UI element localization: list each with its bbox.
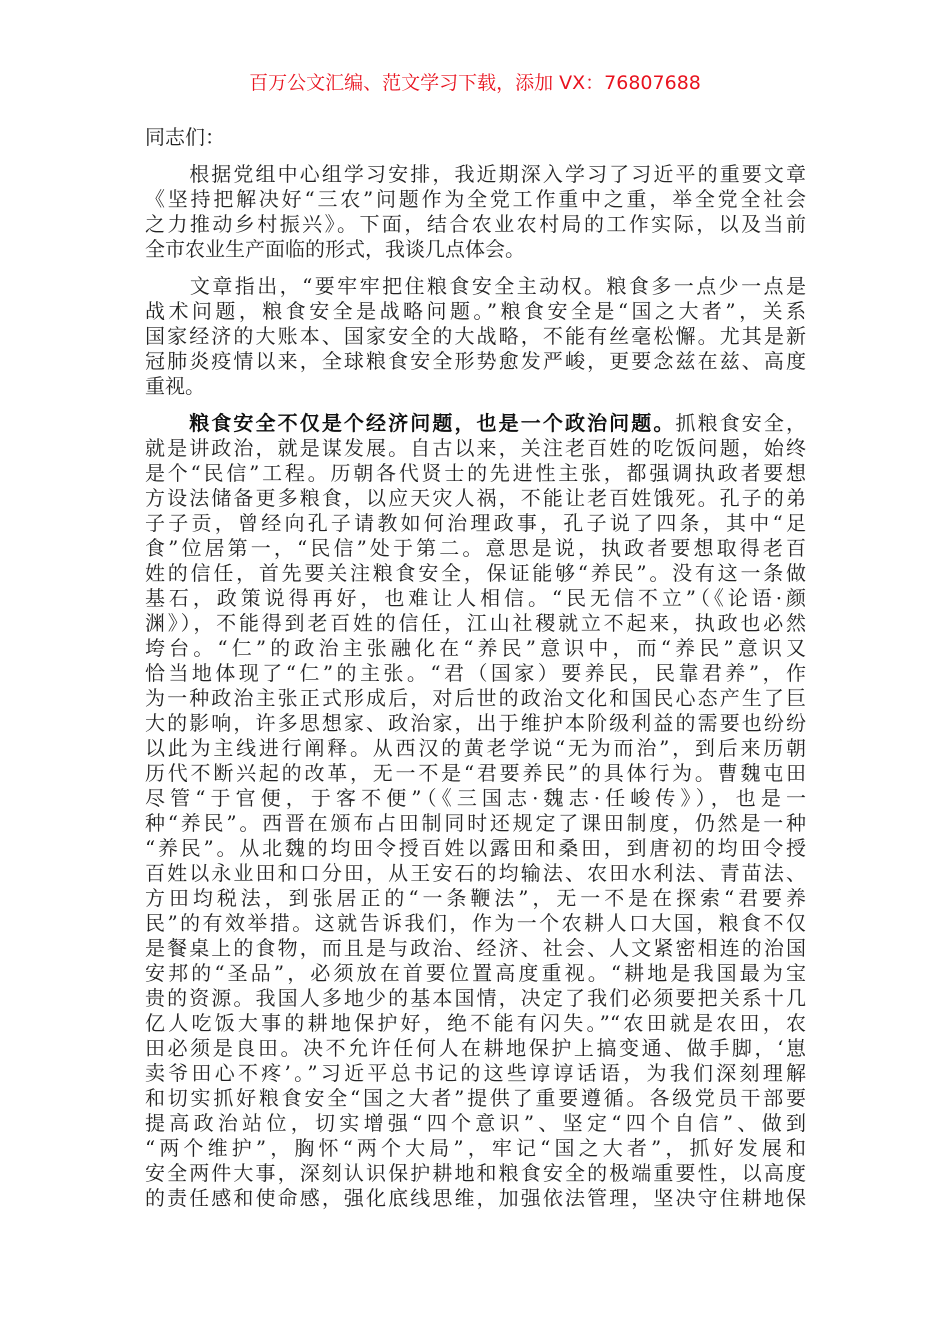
paragraph-line: 就是讲政治，就是谋发展。自古以来，关注老百姓的吃饭问题，始终	[145, 436, 806, 460]
paragraph-2	[145, 274, 806, 399]
paragraph-line: 卖爷田心不疼’。”习近平总书记的这些谆谆话语，为我们深刻理解	[145, 1061, 806, 1085]
paragraph-line: 基石，政策说得再好，也难让人相信。“民无信不立”（《论语·颜	[145, 586, 806, 610]
paragraph-1	[145, 162, 806, 262]
paragraph-line	[145, 411, 806, 436]
greeting: 同志们：	[145, 125, 225, 149]
bold-lead-sentence: 粮食安全不仅是个经济问题，也是一个政治问题。	[145, 411, 676, 435]
paragraph-line: 提高政治站位，切实增强“四个意识”、坚定“四个自信”、做到	[145, 1111, 806, 1135]
paragraph-line: 《坚持把解决好“三农”问题作为全党工作重中之重，举全党全社会	[145, 187, 806, 211]
paragraph-line: 民”的有效举措。这就告诉我们，作为一个农耕人口大国，粮食不仅	[145, 911, 806, 935]
paragraph-line: 为一种政治主张正式形成后，对后世的政治文化和国民心态产生了巨	[145, 686, 806, 710]
paragraph-line: 文章指出，“要牢牢把住粮食安全主动权。粮食多一点少一点是	[145, 274, 806, 298]
line-text: 抓粮食安全，	[675, 411, 807, 435]
paragraph-line: 恰当地体现了“仁”的主张。“君（国家）要养民，民靠君养”，作	[145, 661, 806, 685]
paragraph-line: 历代不断兴起的改革，无一不是“君要养民”的具体行为。曹魏屯田	[145, 761, 806, 785]
paragraph-line: 根据党组中心组学习安排，我近期深入学习了习近平的重要文章	[145, 162, 806, 186]
paragraph-line: 尽管“于官便，于客不便”（《三国志·魏志·任峻传》），也是一	[145, 786, 806, 810]
paragraph-line: 种“养民”。西晋在颁布占田制同时还规定了课田制度，仍然是一种	[145, 811, 806, 835]
paragraph-line: 安全两件大事，深刻认识保护耕地和粮食安全的极端重要性，以高度	[145, 1161, 806, 1185]
paragraph-line: 大的影响，许多思想家、政治家，出于维护本阶级利益的需要也纷纷	[145, 711, 806, 735]
paragraph-line: 贵的资源。我国人多地少的基本国情，决定了我们必须要把关系十几	[145, 986, 806, 1010]
paragraph-line: 的责任感和使命感，强化底线思维，加强依法管理，坚决守住耕地保	[145, 1186, 806, 1210]
paragraph-line: 方设法储备更多粮食，以应天灾人祸，不能让老百姓饿死。孔子的弟	[145, 486, 806, 510]
paragraph-line: “养民”。从北魏的均田令授百姓以露田和桑田，到唐初的均田令授	[145, 836, 806, 860]
paragraph-line: 之力推动乡村振兴》。下面，结合农业农村局的工作实际，以及当前	[145, 212, 806, 236]
paragraph-line: 全市农业生产面临的形式，我谈几点体会。	[145, 237, 525, 261]
paragraph-line: 方田均税法，到张居正的“一条鞭法”，无一不是在探索“君要养	[145, 886, 806, 910]
paragraph-line: 重视。	[145, 374, 205, 398]
paragraph-line: 垮台。“仁”的政治主张融化在“养民”意识中，而“养民”意识又	[145, 636, 806, 660]
paragraph-line: 子子贡，曾经向孔子请教如何治理政事，孔子说了四条，其中“足	[145, 511, 806, 535]
paragraph-line: “两个维护”，胸怀“两个大局”，牢记“国之大者”，抓好发展和	[145, 1136, 806, 1160]
paragraph-line: 百姓以永业田和口分田，从王安石的均输法、农田水利法、青苗法、	[145, 861, 806, 885]
paragraph-line: 亿人吃饭大事的耕地保护好，绝不能有闪失。”“农田就是农田，农	[145, 1011, 806, 1035]
paragraph-line: 战术问题，粮食安全是战略问题。”粮食安全是“国之大者”，关系	[145, 299, 806, 323]
paragraph-line: 国家经济的大账本、国家安全的大战略，不能有丝毫松懈。尤其是新	[145, 324, 806, 348]
paragraph-line: 食”位居第一，“民信”处于第二。意思是说，执政者要想取得老百	[145, 536, 806, 560]
paragraph-3	[145, 411, 806, 1211]
paragraph-line: 是餐桌上的食物，而且是与政治、经济、社会、人文紧密相连的治国	[145, 936, 806, 960]
document-body	[145, 125, 806, 1223]
paragraph-line: 渊》），不能得到老百姓的信任，江山社稷就立不起来，执政也必然	[145, 611, 806, 635]
paragraph-line: 是个“民信”工程。历朝各代贤士的先进性主张，都强调执政者要想	[145, 461, 806, 485]
watermark-banner: 百万公文汇编、范文学习下载，添加 VX：76807688	[249, 72, 701, 94]
paragraph-line: 田必须是良田。决不允许任何人在耕地保护上搞变通、做手脚，‘崽	[145, 1036, 806, 1060]
paragraph-line: 冠肺炎疫情以来，全球粮食安全形势愈发严峻，更要念兹在兹、高度	[145, 349, 806, 373]
paragraph-line: 姓的信任，首先要关注粮食安全，保证能够“养民”。没有这一条做	[145, 561, 806, 585]
paragraph-line: 安邦的“圣品”，必须放在首要位置高度重视。“耕地是我国最为宝	[145, 961, 806, 985]
paragraph-line: 和切实抓好粮食安全“国之大者”提供了重要遵循。各级党员干部要	[145, 1086, 806, 1110]
paragraph-line: 以此为主线进行阐释。从西汉的黄老学说“无为而治”，到后来历朝	[145, 736, 806, 760]
